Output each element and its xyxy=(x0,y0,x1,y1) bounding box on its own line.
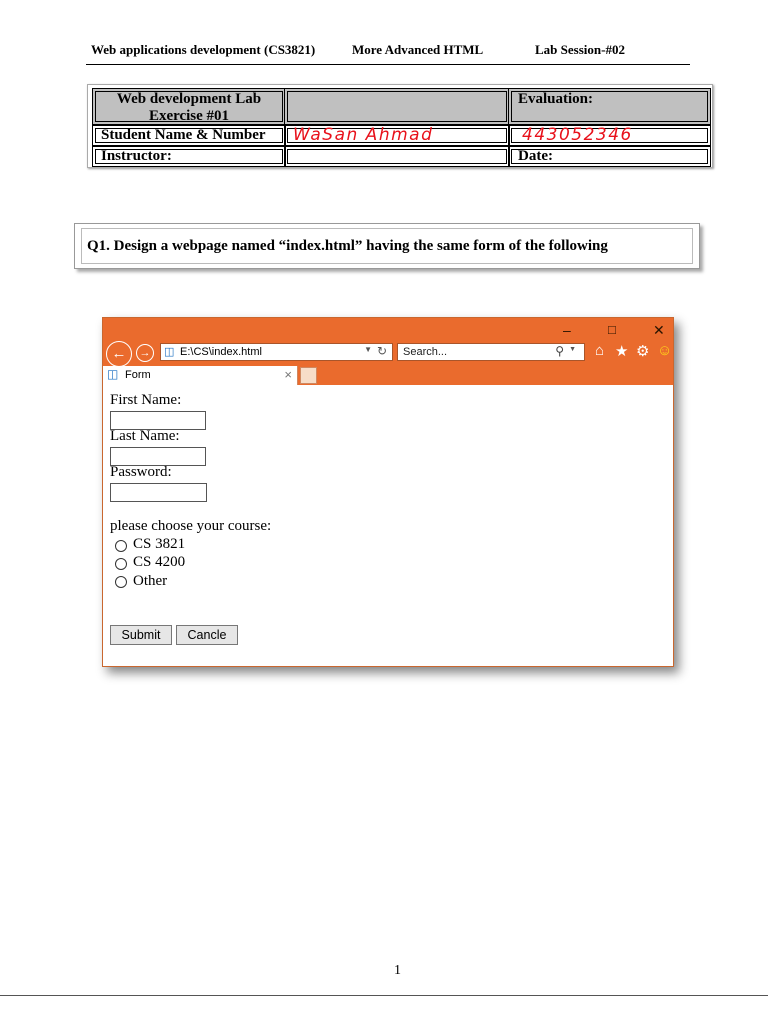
radio-other[interactable] xyxy=(115,576,127,588)
back-arrow-icon[interactable]: ← xyxy=(106,341,132,367)
cancel-button[interactable]: Cancle xyxy=(176,625,238,645)
maximize-icon[interactable]: □ xyxy=(608,322,616,337)
close-icon[interactable]: ✕ xyxy=(653,322,665,338)
question-text: Q1. Design a webpage named “index.html” having the same form of the following xyxy=(87,238,608,254)
ie-tab-icon: ◫ xyxy=(107,367,119,381)
header-rule xyxy=(86,64,690,65)
forward-arrow-icon[interactable]: → xyxy=(136,344,154,362)
radio-label-cs3821: CS 3821 xyxy=(133,536,186,552)
home-icon[interactable]: ⌂ xyxy=(595,342,605,359)
ie-page-icon: ◫ xyxy=(164,346,175,358)
address-text: E:\CS\index.html xyxy=(180,346,262,358)
search-box[interactable] xyxy=(397,343,585,361)
radio-cs4200[interactable] xyxy=(115,558,127,570)
tab-title: Form xyxy=(125,369,151,381)
cell-student-label: Student Name & Number xyxy=(92,125,286,146)
dropdown-icon[interactable]: ▼ xyxy=(364,345,372,354)
first-name-label: First Name: xyxy=(110,392,182,408)
search-icon[interactable]: ⚲ xyxy=(555,344,564,358)
question-box xyxy=(74,223,700,269)
search-dropdown-icon[interactable]: ▼ xyxy=(569,346,576,353)
handwritten-student-name: WaSan Ahmad xyxy=(293,125,434,145)
search-placeholder: Search... xyxy=(403,346,448,358)
form-page xyxy=(103,385,673,666)
cell-instructor-value xyxy=(284,146,510,167)
cell-instructor-label: Instructor: xyxy=(92,146,286,167)
browser-window xyxy=(102,317,674,667)
cell-date-label: Date: xyxy=(508,146,711,167)
tab-close-icon[interactable]: × xyxy=(284,367,292,382)
submit-button[interactable]: Submit xyxy=(110,625,172,645)
radio-label-cs4200: CS 4200 xyxy=(133,554,186,570)
handwritten-student-number: 443052346 xyxy=(522,125,633,145)
cell-blank-header xyxy=(284,88,510,125)
page-number: 1 xyxy=(394,963,401,978)
course-prompt: please choose your course: xyxy=(110,518,272,534)
favorites-star-icon[interactable]: ★ xyxy=(615,343,629,360)
smiley-feedback-icon[interactable]: ☺ xyxy=(657,342,673,359)
password-input[interactable] xyxy=(110,483,207,502)
password-label: Password: xyxy=(110,464,172,480)
session-title: Lab Session-#02 xyxy=(535,42,625,57)
last-name-label: Last Name: xyxy=(110,428,180,444)
radio-label-other: Other xyxy=(133,573,168,589)
footer-rule xyxy=(0,995,768,996)
cell-lab-exercise: Web development Lab Exercise #01 xyxy=(92,88,286,125)
tab-form[interactable] xyxy=(103,366,298,385)
address-bar[interactable] xyxy=(160,343,393,361)
settings-gear-icon[interactable]: ⚙ xyxy=(636,343,650,360)
new-tab-button[interactable] xyxy=(300,367,317,384)
course-title: Web applications development (CS3821) xyxy=(91,42,316,57)
cell-evaluation: Evaluation: xyxy=(508,88,711,125)
refresh-icon[interactable]: ↻ xyxy=(376,344,387,358)
radio-cs3821[interactable] xyxy=(115,540,127,552)
browser-chrome xyxy=(103,318,673,385)
minimize-icon[interactable]: – xyxy=(563,322,571,338)
topic-title: More Advanced HTML xyxy=(352,42,484,57)
